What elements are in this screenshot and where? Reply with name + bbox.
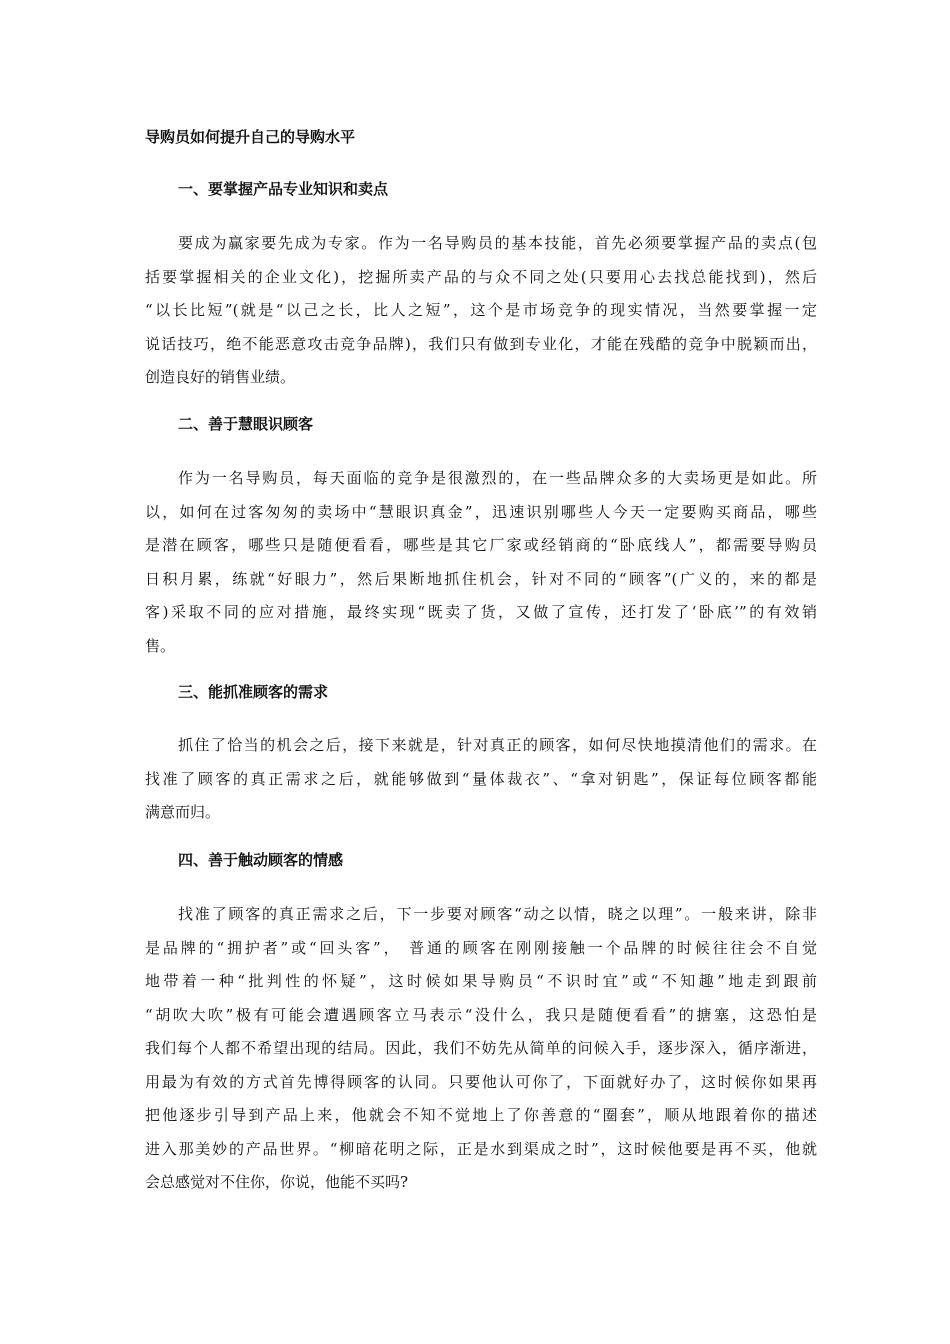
paragraph-line: 要成为赢家要先成为专家。作为一名导购员的基本技能，首先必须要掌握产品的卖点(包 — [178, 234, 817, 252]
paragraph-line: 用最为有效的方式首先博得顾客的认同。只要他认可你了，下面就好办了，这时候你如果再 — [145, 1072, 817, 1091]
paragraph-line: 是潜在顾客，哪些只是随便看看，哪些是其它厂家或经销商的“卧底线人”，都需要导购员 — [145, 536, 817, 554]
paragraph-line: 把他逐步引导到产品上来，他就会不知不觉地上了你善意的“圈套”，顺从地跟着你的描述 — [145, 1106, 817, 1124]
paragraph-line: 抓住了恰当的机会之后，接下来就是，针对真正的顾客，如何尽快地摸清他们的需求。在 — [178, 736, 817, 754]
section-4-paragraph — [145, 898, 817, 1200]
section-heading-4: 四、善于触动顾客的情感 — [178, 851, 344, 869]
paragraph-line: 日积月累，练就“好眼力”，然后果断地抓住机会，针对不同的“顾客”(广义的，来的都是 — [145, 569, 817, 588]
section-2-paragraph — [145, 462, 817, 663]
section-heading-2: 二、善于慧眼识顾客 — [178, 415, 314, 433]
paragraph-line: “以长比短”(就是“以己之长，比人之短”，这个是市场竞争的现实情况，当然要掌握一定 — [145, 301, 817, 319]
paragraph-line: 满意而归。 — [145, 803, 221, 821]
paragraph-line: 地带着一种“批判性的怀疑”，这时候如果导购员“不识时宜”或“不知趣”地走到跟前 — [145, 972, 817, 990]
section-heading-1: 一、要掌握产品专业知识和卖点 — [178, 180, 389, 198]
section-1-paragraph — [145, 227, 817, 395]
paragraph-line: 进入那美妙的产品世界。“柳暗花明之际，正是水到渠成之时”，这时候他要是再不买，他就 — [145, 1139, 817, 1158]
section-heading-3: 三、能抓准顾客的需求 — [178, 683, 329, 701]
paragraph-line: 是品牌的“拥护者”或“回头客”， 普通的顾客在刚刚接触一个品牌的时候往往会不自觉 — [145, 938, 817, 957]
paragraph-line: “胡吹大吹”极有可能会遭遇顾客立马表示“没什么，我只是随便看看”的搪塞，这恐怕是 — [145, 1005, 817, 1024]
section-3-paragraph — [145, 729, 817, 830]
paragraph-line: 找准了顾客的真正需求之后，下一步要对顾客“动之以情，晓之以理”。一般来讲，除非 — [178, 905, 817, 923]
paragraph-line: 售。 — [145, 636, 176, 655]
document-title: 导购员如何提升自己的导购水平 — [145, 128, 356, 146]
paragraph-line: 找准了顾客的真正需求之后，就能够做到“量体裁衣”、“拿对钥匙”，保证每位顾客都能 — [145, 769, 817, 788]
paragraph-line: 括要掌握相关的企业文化)，挖掘所卖产品的与众不同之处(只要用心去找总能找到)，然后 — [145, 267, 817, 286]
paragraph-line: 说话技巧，绝不能恶意攻击竞争品牌)，我们只有做到专业化，才能在残酷的竞争中脱颖而出， — [145, 334, 817, 353]
paragraph-line: 以，如何在过客匆匆的卖场中“慧眼识真金”，迅速识别哪些人今天一定要购买商品，哪些 — [145, 502, 817, 521]
paragraph-line: 会总感觉对不住你，你说，他能不买吗? — [145, 1173, 409, 1191]
paragraph-line: 我们每个人都不希望出现的结局。因此，我们不妨先从简单的问候入手，逐步深入，循序渐进， — [145, 1039, 817, 1057]
paragraph-line: 作为一名导购员，每天面临的竞争是很激烈的，在一些品牌众多的大卖场更是如此。所 — [178, 469, 817, 487]
paragraph-line: 客)采取不同的应对措施，最终实现“既卖了货，又做了宣传，还打发了‘卧底’”的有效销 — [145, 603, 817, 621]
paragraph-line: 创造良好的销售业绩。 — [145, 368, 296, 386]
